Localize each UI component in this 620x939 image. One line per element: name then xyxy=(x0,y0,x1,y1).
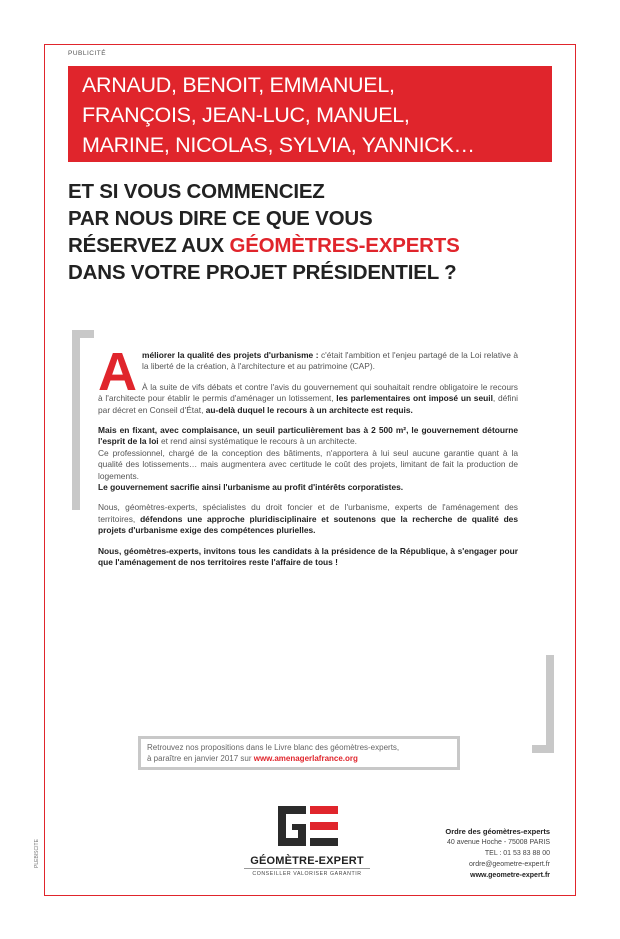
paragraph xyxy=(98,546,518,569)
cta-line xyxy=(147,753,451,764)
paragraph xyxy=(98,425,518,493)
text: Nous, géomètres-experts, spécialistes du droit foncier et de l'urbanisme, experts de l'aménagement des territoires, xyxy=(98,502,518,524)
cta-link[interactable]: www.amenagerlafrance.org xyxy=(253,754,358,763)
org-name: Ordre des géomètres-experts xyxy=(445,827,550,836)
logo-name: GÉOMÈTRE-EXPERT xyxy=(250,855,364,867)
text: À la suite de vifs débats et contre l'avis du gouvernement qui souhaitait rendre obligatoire le recours à l'architecte pour établir le permis d'aménager un lotissement, xyxy=(98,381,518,404)
banner-line: FRANÇOIS, JEAN-LUC, MANUEL, xyxy=(82,103,410,127)
bold-text: Nous, géomètres-experts, invitons tous les candidats à la présidence de la République, à s'engager pour que l'aménagement de nos territoires reste l'affaire de tous ! xyxy=(98,545,518,568)
bold-text: Le gouvernement sacrifie ainsi l'urbanisme au profit d'intérêts corporatistes. xyxy=(98,482,404,493)
bold-text: au-delà duquel le recours à un architecte est requis. xyxy=(205,404,413,415)
text: c'était l'ambition et l'enjeu partagé de la Loi relative à la liberté de la création, à l'architecture et au patrimoine (CAP). xyxy=(142,350,519,372)
email-link[interactable]: ordre@geometre-expert.fr xyxy=(468,861,550,868)
livre-blanc-box xyxy=(138,736,460,770)
logo-g-shape xyxy=(278,806,306,846)
cta-text: à paraître en janvier 2017 sur xyxy=(147,754,254,763)
logo-e-bar xyxy=(310,838,338,846)
article-body xyxy=(98,342,519,578)
advert-label: PUBLICITÉ xyxy=(68,50,107,57)
drop-cap: A xyxy=(98,342,137,402)
headline-text: RÉSERVEZ AUX xyxy=(68,234,230,257)
bold-text: Mais en fixant, avec complaisance, un seuil particulièrement bas à 2 500 m², le gouvernement détourne l'esprit de la loi xyxy=(98,425,518,447)
headline-line: DANS VOTRE PROJET PRÉSIDENTIEL ? xyxy=(68,261,457,284)
contact-block xyxy=(445,826,550,881)
headline-line xyxy=(68,232,460,259)
bracket-bottom-right xyxy=(532,655,554,753)
website-link[interactable]: www.geometre-expert.fr xyxy=(470,872,550,879)
headline-line: PAR NOUS DIRE CE QUE VOUS xyxy=(68,207,373,230)
logo-e-bar xyxy=(310,806,338,814)
bold-text: méliorer la qualité des projets d'urbanisme : xyxy=(142,350,319,360)
text: Ce professionnel, chargé de la conception des bâtiments, n'apportera à lui seul aucune garantie quant à la qualité des lotissements… mais augmentera avec certitude le coût des projets, limitant de fait la production de logements. xyxy=(98,447,518,481)
text: et rend ainsi systématique le recours à un architecte. xyxy=(158,436,357,447)
headline-line: ET SI VOUS COMMENCIEZ xyxy=(68,180,325,203)
paragraph xyxy=(98,382,518,416)
bold-text: défendons une approche pluridisciplinaire et soutenons que la recherche de qualité des projets d'urbanisme exige des compétences plurielles. xyxy=(98,513,518,536)
agency-credit: PLEBISCITE xyxy=(34,839,40,868)
logo-e-bar xyxy=(310,822,338,830)
bracket-top-left xyxy=(72,330,94,510)
logo-tagline: CONSEILLER VALORISER GARANTIR xyxy=(252,871,362,877)
paragraph xyxy=(98,502,518,536)
names-banner xyxy=(68,66,552,162)
text: , défini par décret en Conseil d'État, xyxy=(98,393,518,415)
ge-logo-icon xyxy=(276,804,340,848)
cta-text: Retrouvez nos propositions dans le Livre blanc des géomètres-experts, xyxy=(147,743,400,752)
address: 40 avenue Hoche - 75008 PARIS xyxy=(447,839,550,846)
headline xyxy=(68,178,460,286)
logo-divider xyxy=(244,868,370,869)
phone: TEL : 01 53 83 88 00 xyxy=(484,850,550,857)
bold-text: les parlementaires ont imposé un seuil xyxy=(336,393,493,404)
headline-highlight: GÉOMÈTRES-EXPERTS xyxy=(229,234,460,257)
banner-line: MARINE, NICOLAS, SYLVIA, YANNICK… xyxy=(82,133,475,157)
banner-line: ARNAUD, BENOIT, EMMANUEL, xyxy=(82,73,395,97)
